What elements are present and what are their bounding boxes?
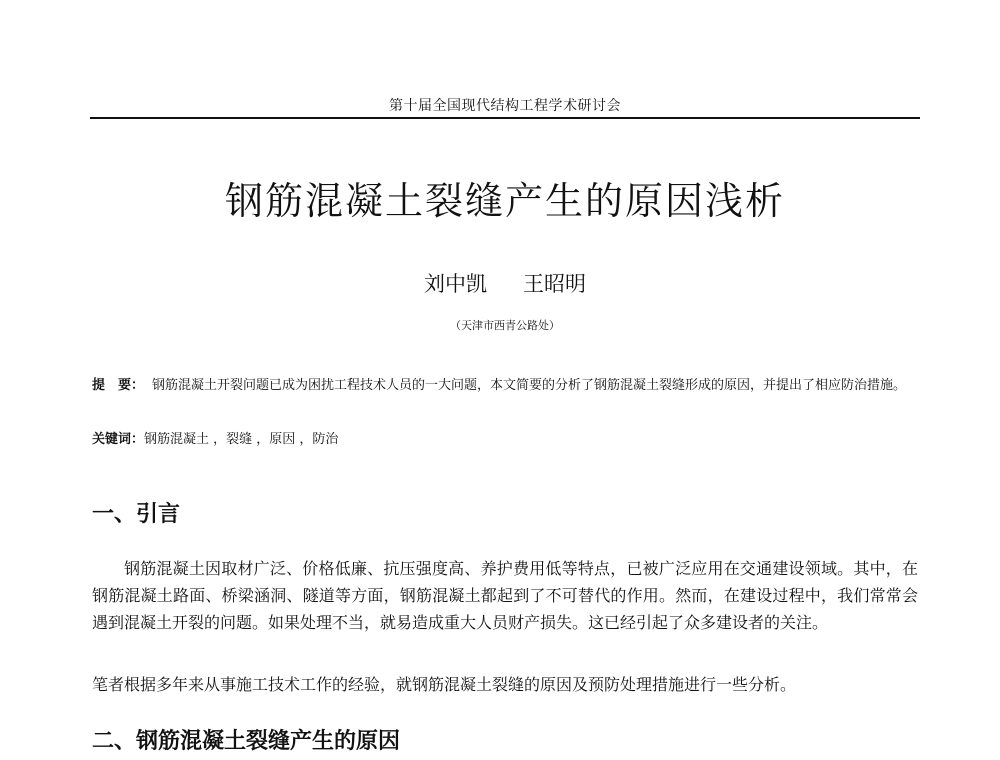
keywords-label: 关键词： — [92, 432, 145, 447]
abstract — [92, 372, 912, 399]
header-rule — [90, 117, 920, 119]
running-header: 第十届全国现代结构工程学术研讨会 — [389, 98, 621, 114]
paper-title: 钢筋混凝土裂缝产生的原因浅析 — [224, 179, 785, 223]
abstract-label: 提 要： — [92, 378, 145, 393]
keywords — [92, 428, 912, 447]
body-paragraph: 钢筋混凝土因取材广泛、价格低廉、抗压强度高、养护费用低等特点，已被广泛应用在交通建设领域。其中，在钢筋混凝土路面、桥梁涵洞、隧道等方面，钢筋混凝土都起到了不可替代的作用。然而，在建设过程中，我们常常会遇到混凝土开裂的问题。如果处理不当，就易造成重大人员财产损失。这已经引起了众多建设者的关注。 — [92, 559, 918, 632]
author-name: 王昭明 — [523, 272, 586, 296]
keywords-text: 钢筋混凝土 ，裂缝 ，原因 ，防治 — [144, 432, 339, 447]
author-list — [90, 268, 920, 298]
section-heading-introduction: 一、引言 — [92, 502, 181, 527]
author-affiliation: （天津市西青公路处） — [450, 319, 560, 332]
abstract-text: 钢筋混凝土开裂问题已成为困扰工程技术人员的一大问题，本文简要的分析了钢筋混凝土裂缝形成的原因，并提出了相应防治措施。 — [152, 378, 907, 393]
body-paragraph: 笔者根据多年来从事施工技术工作的经验，就钢筋混凝土裂缝的原因及预防处理措施进行一些分析。 — [92, 675, 797, 694]
section-heading-causes: 二、钢筋混凝土裂缝产生的原因 — [92, 729, 401, 754]
author-name: 刘中凯 — [424, 272, 487, 296]
